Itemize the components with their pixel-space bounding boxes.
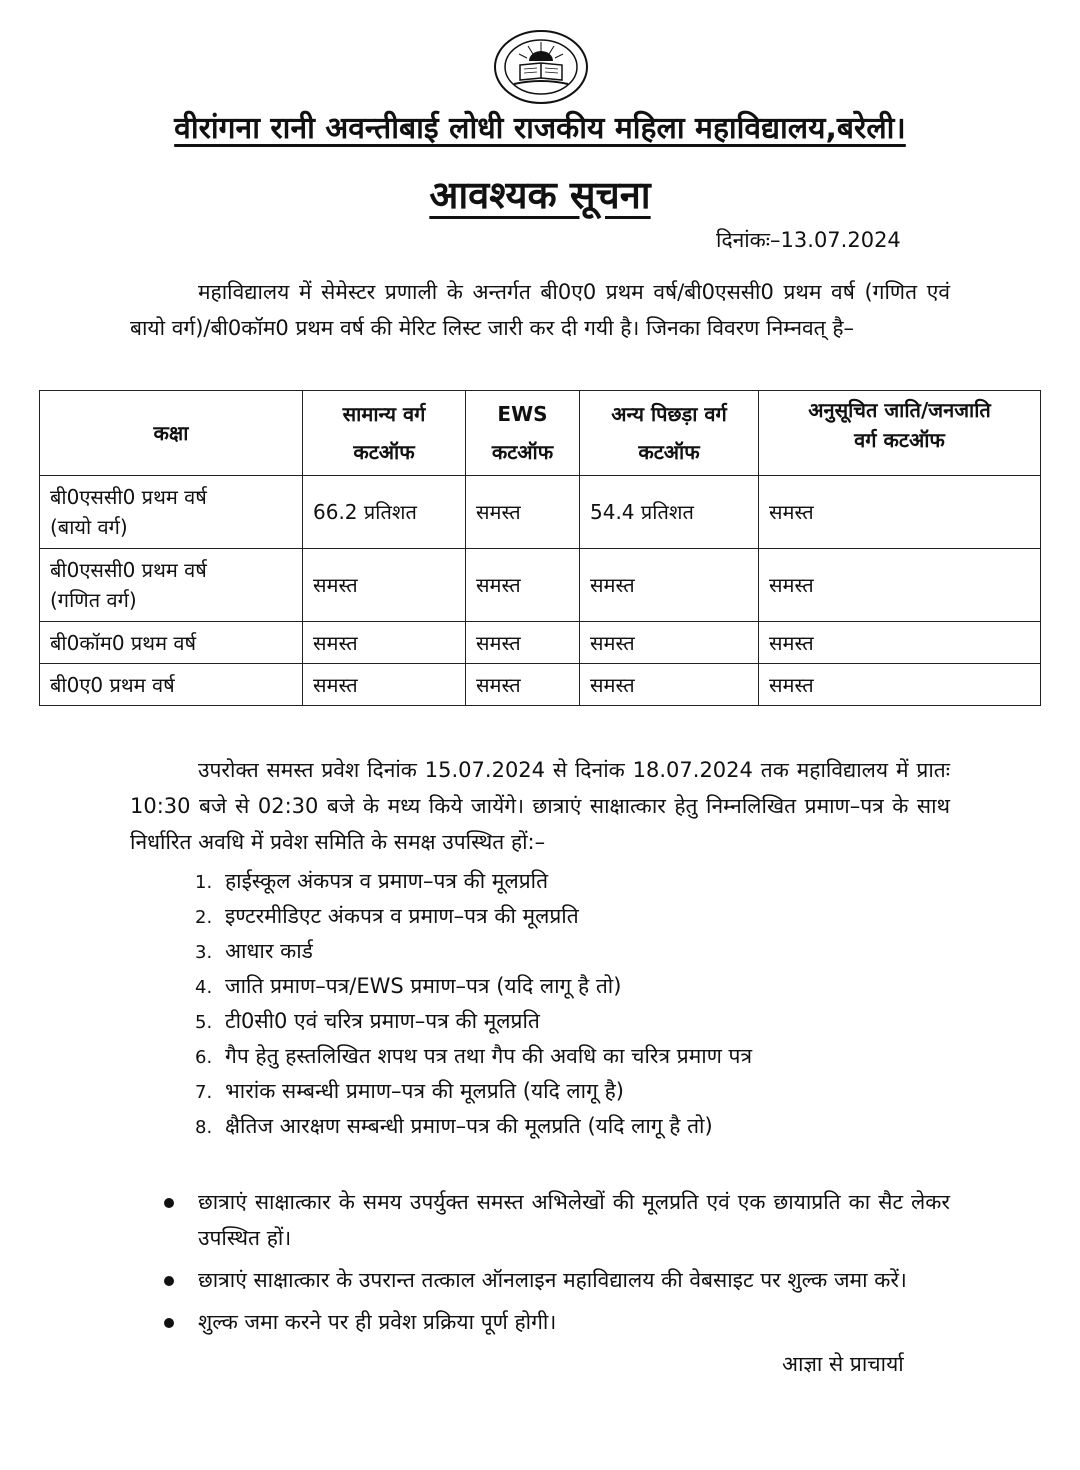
cell-general: समस्त (303, 622, 466, 664)
cell-scst: समस्त (759, 664, 1041, 706)
cell-scst: समस्त (759, 549, 1041, 622)
header-obc: अन्य पिछड़ा वर्ग कटऑफ (580, 391, 759, 476)
required-documents-list (195, 864, 752, 1144)
college-seal-logo (492, 28, 590, 106)
cell-class: बी0एससी0 प्रथम वर्ष (गणित वर्ग) (40, 549, 303, 622)
list-item: 6. गैप हेतु हस्तलिखित शपथ पत्र तथा गैप की अवधि का चरित्र प्रमाण पत्र (195, 1044, 753, 1068)
cell-ews: समस्त (466, 549, 580, 622)
bullet-icon (164, 1276, 174, 1286)
header-general: सामान्य वर्ग कटऑफ (303, 391, 466, 476)
cell-general: समस्त (303, 664, 466, 706)
list-item: 4. जाति प्रमाण–पत्र/EWS प्रमाण–पत्र (यदि लागू है तो) (195, 974, 622, 998)
notes-list (160, 1184, 950, 1346)
cell-general: समस्त (303, 549, 466, 622)
college-name: वीरांगना रानी अवन्तीबाई लोधी राजकीय महिला महाविद्यालय,बरेली। (174, 111, 906, 146)
list-item: 3. आधार कार्ड (195, 939, 313, 963)
header-ews: EWS कटऑफ (466, 391, 580, 476)
signature: आज्ञा से प्राचार्या (782, 1352, 904, 1376)
list-item: शुल्क जमा करने पर ही प्रवेश प्रक्रिया पूर्ण होगी। (160, 1304, 950, 1340)
notice-title: आवश्यक सूचना (429, 173, 651, 217)
cell-obc: समस्त (580, 549, 759, 622)
list-item: छात्राएं साक्षात्कार के उपरान्त तत्काल ऑनलाइन महाविद्यालय की वेबसाइट पर शुल्क जमा करें। (160, 1262, 950, 1298)
cutoff-table (39, 390, 1041, 706)
intro-paragraph: महाविद्यालय में सेमेस्टर प्रणाली के अन्तर्गत बी0ए0 प्रथम वर्ष/बी0एससी0 प्रथम वर्ष (गणित एवं बायो वर्ग)/बी0कॉम0 प्रथम वर्ष की मेरिट लिस्ट जारी कर दी गयी है। जिनका विवरण निम्नवत् है– (130, 280, 950, 340)
cell-obc: समस्त (580, 664, 759, 706)
table-header-row (40, 391, 1041, 476)
cell-ews: समस्त (466, 476, 580, 549)
list-item: छात्राएं साक्षात्कार के समय उपर्युक्त समस्त अभिलेखों की मूलप्रति एवं एक छायाप्रति का सैट लेकर उपस्थित हों। (160, 1184, 950, 1256)
cell-general: 66.2 प्रतिशत (303, 476, 466, 549)
admission-paragraph: उपरोक्त समस्त प्रवेश दिनांक 15.07.2024 से दिनांक 18.07.2024 तक महाविद्यालय में प्रातः 10:30 बजे से 02:30 बजे के मध्य किये जायेंगे। छात्राएं साक्षात्कार हेतु निम्नलिखित प्रमाण–पत्र के साथ निर्धारित अवधि में प्रवेश समिति के समक्ष उपस्थित हों:– (130, 758, 950, 854)
cell-ews: समस्त (466, 622, 580, 664)
table-row (40, 622, 1041, 664)
cell-obc: 54.4 प्रतिशत (580, 476, 759, 549)
header-class: कक्षा (40, 391, 303, 476)
list-item: 7. भारांक सम्बन्धी प्रमाण–पत्र की मूलप्रति (यदि लागू है) (195, 1079, 624, 1103)
notice-date: दिनांकः–13.07.2024 (716, 228, 901, 252)
cell-class: बी0ए0 प्रथम वर्ष (40, 664, 303, 706)
list-item: 2. इण्टरमीडिएट अंकपत्र व प्रमाण–पत्र की मूलप्रति (195, 904, 579, 928)
table-row (40, 664, 1041, 706)
list-item: 5. टी0सी0 एवं चरित्र प्रमाण–पत्र की मूलप्रति (195, 1009, 540, 1033)
cell-obc: समस्त (580, 622, 759, 664)
list-item: 8. क्षैतिज आरक्षण सम्बन्धी प्रमाण–पत्र की मूलप्रति (यदि लागू है तो) (195, 1114, 713, 1138)
list-item: 1. हाईस्कूल अंकपत्र व प्रमाण–पत्र की मूलप्रति (195, 869, 549, 893)
table-row (40, 476, 1041, 549)
table-row (40, 549, 1041, 622)
cell-scst: समस्त (759, 476, 1041, 549)
cell-class: बी0एससी0 प्रथम वर्ष (बायो वर्ग) (40, 476, 303, 549)
cell-ews: समस्त (466, 664, 580, 706)
bullet-icon (164, 1318, 174, 1328)
cell-scst: समस्त (759, 622, 1041, 664)
bullet-icon (164, 1198, 174, 1208)
header-scst: अनुसूचित जाति/जनजाति वर्ग कटऑफ (759, 391, 1041, 476)
cell-class: बी0कॉम0 प्रथम वर्ष (40, 622, 303, 664)
